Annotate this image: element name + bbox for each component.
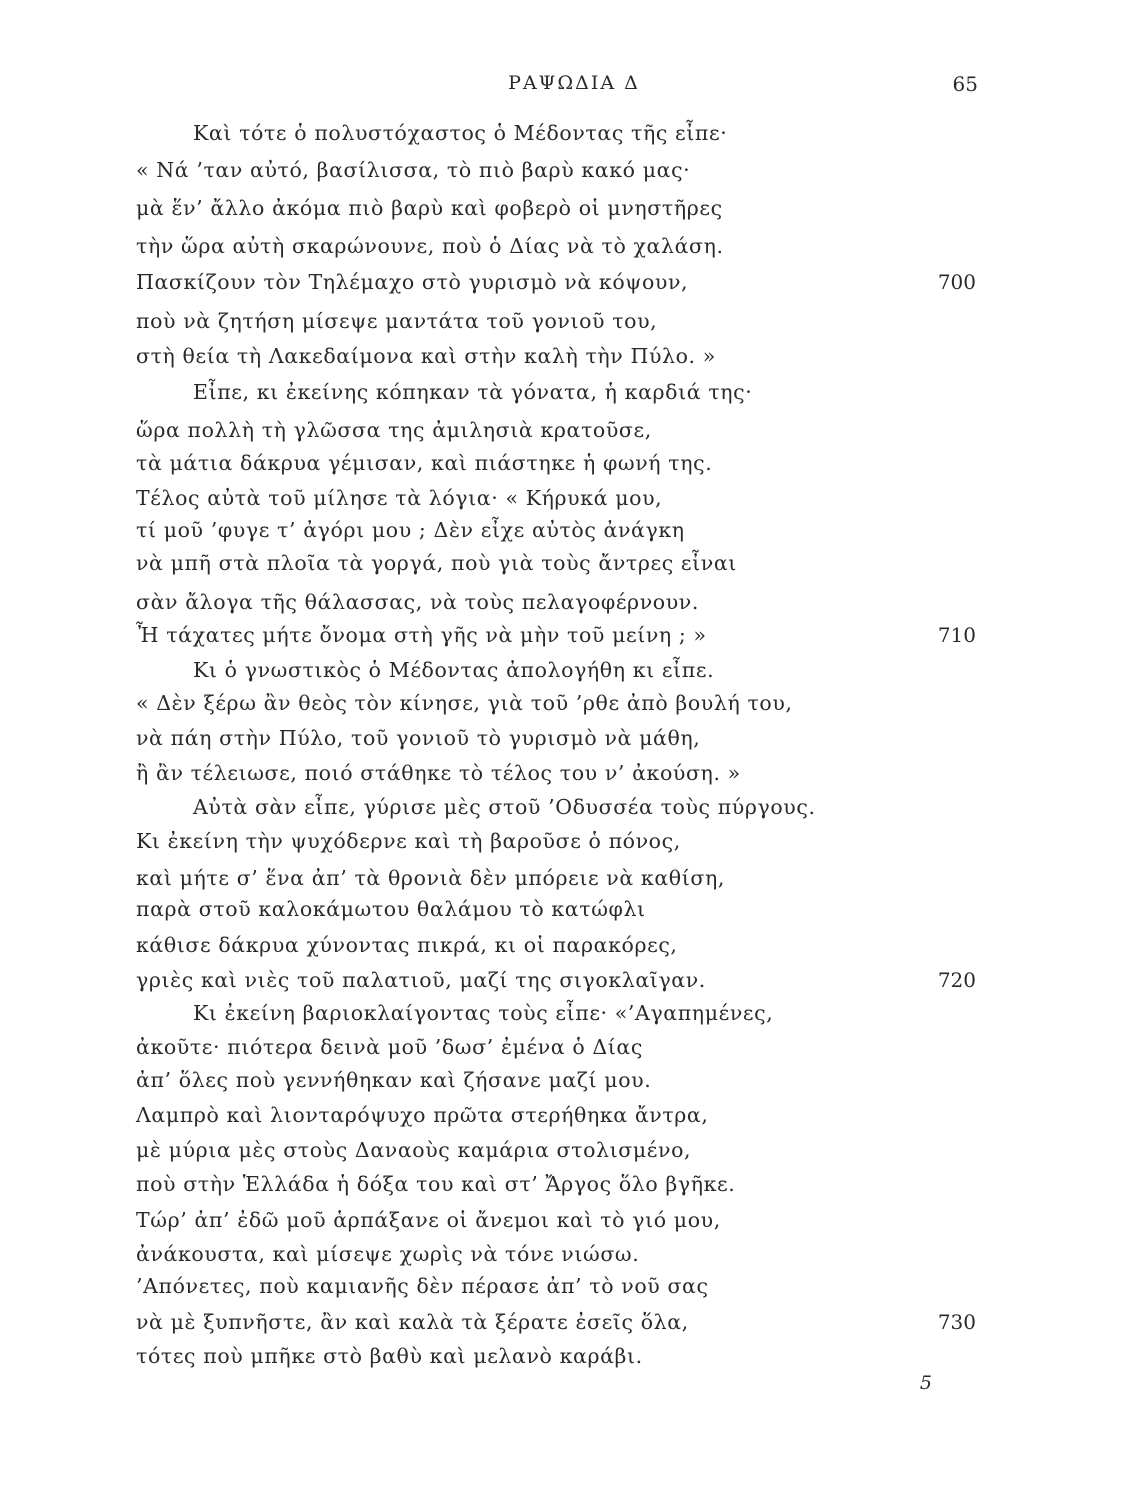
verse-text: τότες ποὺ μπῆκε στὸ βαθὺ καὶ μελανὸ καράβι. <box>136 1344 643 1368</box>
verse-line <box>0 1201 1148 1239</box>
verse-line <box>0 994 1148 1032</box>
signature-mark: 5 <box>919 1372 932 1394</box>
verse-line <box>0 544 1148 582</box>
verse-text: μὲ μύρια μὲς στοὺς Δαναοὺς καμάρια στολισμένο, <box>136 1138 692 1162</box>
verse-line <box>0 1303 1148 1341</box>
verse-line <box>0 263 1148 301</box>
verse-text: νὰ πάη στὴν Πύλο, τοῦ γονιοῦ τὸ γυρισμὸ νὰ μάθη, <box>136 726 701 750</box>
verse-line <box>0 1337 1148 1375</box>
verse-line <box>0 302 1148 340</box>
verse-line <box>0 719 1148 757</box>
verse-text: « Νά ’ταν αὐτό, βασίλισσα, τὸ πιὸ βαρὺ κακό μας· <box>136 158 691 182</box>
verse-text: μὰ ἕν’ ἄλλο ἀκόμα πιὸ βαρὺ καὶ φοβερὸ οἱ μνηστῆρες <box>136 196 723 220</box>
verse-line <box>0 444 1148 482</box>
verse-text: νὰ μὲ ξυπνῆστε, ἂν καὶ καλὰ τὰ ξέρατε ἐσεῖς ὅλα, <box>136 1310 689 1334</box>
verse-text: σὰν ἄλογα τῆς θάλασσας, νὰ τοὺς πελαγοφέρνουν. <box>136 590 699 614</box>
verse-text: γριὲς καὶ νιὲς τοῦ παλατιοῦ, μαζί της σιγοκλαῖγαν. <box>136 968 706 992</box>
verse-text: κάθισε δάκρυα χύνοντας πικρά, κι οἱ παρακόρες, <box>136 933 678 957</box>
verse-line <box>0 1165 1148 1203</box>
verse-line <box>0 227 1148 265</box>
page-number: 65 <box>952 72 978 96</box>
line-number: 730 <box>937 1310 976 1334</box>
verse-text: Κι ἐκείνη βαριοκλαίγοντας τοὺς εἶπε· «’Αγαπημένες, <box>193 1001 774 1025</box>
verse-line <box>0 151 1148 189</box>
verse-line <box>0 189 1148 227</box>
verse-text: τὴν ὥρα αὐτὴ σκαρώνουνε, ποὺ ὁ Δίας νὰ τὸ χαλάση. <box>136 234 724 258</box>
verse-text: τὰ μάτια δάκρυα γέμισαν, καὶ πιάστηκε ἡ φωνή της. <box>136 451 713 475</box>
line-number: 700 <box>937 270 976 294</box>
verse-text: Λαμπρὸ καὶ λιονταρόψυχο πρῶτα στερήθηκα ἄντρα, <box>136 1103 709 1127</box>
verse-line <box>0 114 1148 152</box>
verse-text: ποὺ στὴν Ἑλλάδα ἡ δόξα του καὶ στ’ Ἄργος ὅλο βγῆκε. <box>136 1172 736 1196</box>
verse-text: ἀκοῦτε· πιότερα δεινὰ μοῦ ’δωσ’ ἐμένα ὁ Δίας <box>136 1035 643 1059</box>
verse-text: ἢ ἂν τέλειωσε, ποιό στάθηκε τὸ τέλος του ν’ ἀκούση. » <box>136 761 741 785</box>
verse-line <box>0 1061 1148 1099</box>
verse-text: « Δὲν ξέρω ἂν θεὸς τὸν κίνησε, γιὰ τοῦ ’ρθε ἀπὸ βουλή του, <box>136 691 793 715</box>
verse-line <box>0 616 1148 654</box>
line-number: 710 <box>937 623 976 647</box>
verse-text: τί μοῦ ’φυγε τ’ ἀγόρι μου ; Δὲν εἶχε αὐτὸς ἀνάγκη <box>136 518 685 542</box>
verse-line <box>0 890 1148 928</box>
verse-text: ποὺ νὰ ζητήση μίσεψε μαντάτα τοῦ γονιοῦ του, <box>136 309 658 333</box>
verse-text: Κι ἐκείνη τὴν ψυχόδερνε καὶ τὴ βαροῦσε ὁ πόνος, <box>136 829 681 853</box>
verse-line <box>0 1267 1148 1305</box>
line-number: 720 <box>937 968 976 992</box>
verse-text: ἀνάκουστα, καὶ μίσεψε χωρὶς νὰ τόνε νιώσω. <box>136 1242 640 1266</box>
verse-line <box>0 337 1148 375</box>
verse-text: Αὐτὰ σὰν εἶπε, γύρισε μὲς στοῦ ’Οδυσσέα τοὺς πύργους. <box>193 795 816 819</box>
verse-line <box>0 1096 1148 1134</box>
verse-line <box>0 754 1148 792</box>
verse-text: Κι ὁ γνωστικὸς ὁ Μέδοντας ἀπολογήθη κι εἶπε. <box>193 658 715 682</box>
verse-text: ἀπ’ ὅλες ποὺ γεννήθηκαν καὶ ζήσανε μαζί μου. <box>136 1068 652 1092</box>
verse-text: Τέλος αὐτὰ τοῦ μίλησε τὰ λόγια· « Κήρυκά μου, <box>136 486 663 510</box>
verse-text: ὥρα πολλὴ τὴ γλῶσσα της ἀμιλησιὰ κρατοῦσε, <box>136 418 652 442</box>
verse-line <box>0 373 1148 411</box>
verse-text: Τώρ’ ἀπ’ ἐδῶ μοῦ ἁρπάξανε οἱ ἄνεμοι καὶ τὸ γιό μου, <box>136 1208 721 1232</box>
verse-line <box>0 788 1148 826</box>
running-head: ΡΑΨΩΔΙΑ Δ <box>508 72 640 94</box>
verse-text: νὰ μπῆ στὰ πλοῖα τὰ γοργά, ποὺ γιὰ τοὺς ἄντρες εἶναι <box>136 551 737 575</box>
verse-line <box>0 1131 1148 1169</box>
verse-text: Εἶπε, κι ἐκείνης κόπηκαν τὰ γόνατα, ἡ καρδιά της· <box>193 380 753 404</box>
verse-line <box>0 822 1148 860</box>
verse-line <box>0 926 1148 964</box>
verse-text: καὶ μήτε σ’ ἕνα ἀπ’ τὰ θρονιὰ δὲν μπόρειε νὰ καθίση, <box>136 866 725 890</box>
verse-text: Ἦ τάχατες μήτε ὄνομα στὴ γῆς νὰ μὴν τοῦ μείνη ; » <box>136 623 707 647</box>
verse-text: Καὶ τότε ὁ πολυστόχαστος ὁ Μέδοντας τῆς εἶπε· <box>193 121 728 145</box>
verse-text: στὴ θεία τὴ Λακεδαίμονα καὶ στὴν καλὴ τὴν Πύλο. » <box>136 344 716 368</box>
verse-text: Πασκίζουν τὸν Τηλέμαχο στὸ γυρισμὸ νὰ κόψουν, <box>136 270 689 294</box>
verse-line <box>0 684 1148 722</box>
verse-text: ’Απόνετες, ποὺ καμιανῆς δὲν πέρασε ἀπ’ τὸ νοῦ σας <box>136 1274 709 1298</box>
verse-text: παρὰ στοῦ καλοκάμωτου θαλάμου τὸ κατώφλι <box>136 897 646 921</box>
